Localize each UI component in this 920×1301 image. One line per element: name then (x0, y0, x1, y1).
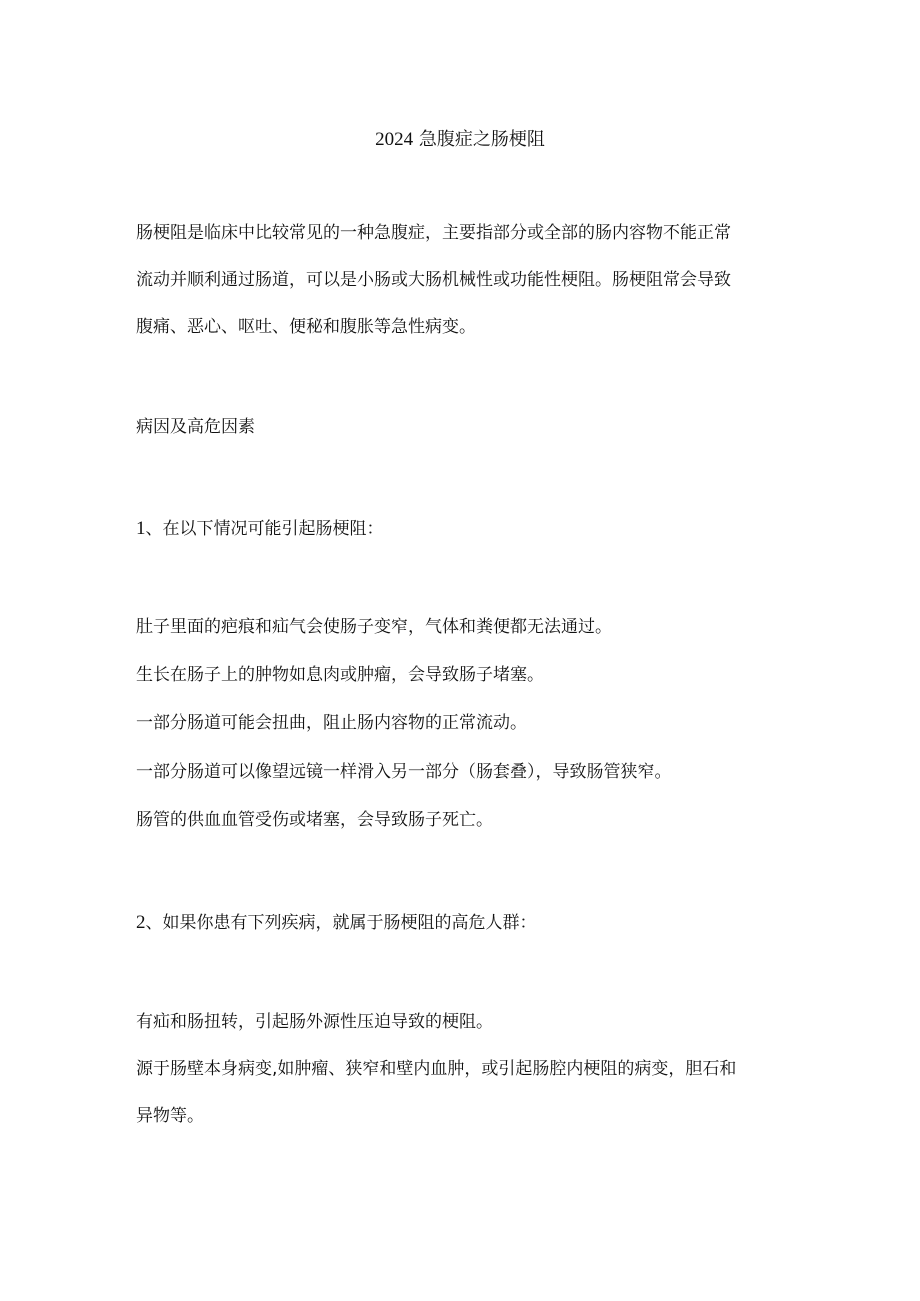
item-2-number: 2 (136, 912, 146, 933)
item-2-heading-text: 、如果你患有下列疾病，就属于肠梗阻的高危人群： (145, 913, 537, 933)
intro-line-3: 腹痛、恶心、呕吐、便秘和腹胀等急性病变。 (136, 317, 476, 337)
item-1-line-4: 一部分肠道可以像望远镜一样滑入另一部分（肠套叠），导致肠管狭窄。 (136, 762, 672, 782)
item-2-line-1: 有疝和肠扭转，引起肠外源性压迫导致的梗阻。 (136, 1012, 493, 1032)
item-2-heading (136, 909, 537, 937)
title-year: 2024 (375, 129, 414, 150)
item-1-number: 1 (136, 518, 146, 539)
item-1-line-1: 肚子里面的疤痕和疝气会使肠子变窄，气体和粪便都无法通过。 (136, 617, 612, 637)
item-1-heading (136, 515, 384, 543)
intro-line-1: 肠梗阻是临床中比较常见的一种急腹症，主要指部分或全部的肠内容物不能正常 (136, 223, 731, 243)
section-heading: 病因及高危因素 (136, 417, 255, 437)
document-title (0, 126, 920, 154)
item-1-line-5: 肠管的供血血管受伤或堵塞，会导致肠子死亡。 (136, 810, 493, 830)
title-text: 急腹症之肠梗阻 (418, 129, 545, 150)
intro-line-2: 流动并顺利通过肠道，可以是小肠或大肠机械性或功能性梗阻。肠梗阻常会导致 (136, 270, 731, 290)
item-2-paragraph-line-1: 源于肠壁本身病变,如肿瘤、狭窄和壁内血肿，或引起肠腔内梗阻的病变，胆石和 (136, 1059, 737, 1079)
item-1-heading-text: 、在以下情况可能引起肠梗阻： (145, 519, 384, 539)
item-2-paragraph (136, 1055, 791, 1130)
item-1-line-3: 一部分肠道可能会扭曲，阻止肠内容物的正常流动。 (136, 713, 527, 733)
item-1-line-2: 生长在肠子上的肿物如息肉或肿瘤，会导致肠子堵塞。 (136, 665, 544, 685)
intro-paragraph (136, 219, 791, 341)
item-2-paragraph-line-2: 异物等。 (136, 1106, 204, 1126)
